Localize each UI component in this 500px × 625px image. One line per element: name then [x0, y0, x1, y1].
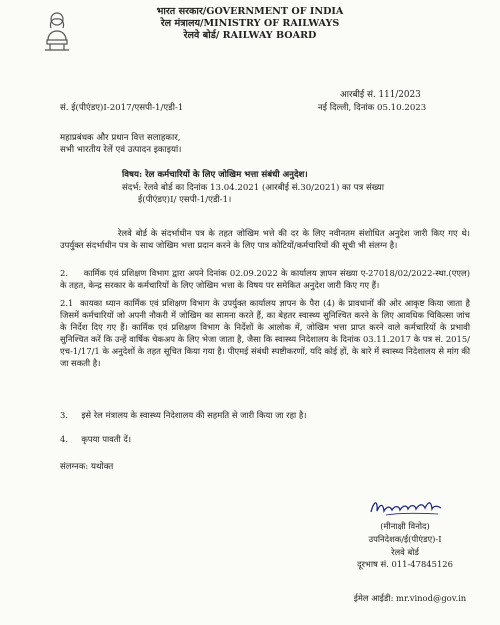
- reference-line-1: संदर्भ: रेलवे बोर्ड का दिनांक 13.04.2021 (आरबीई सं.30/2021) का पत्र संख्या: [122, 183, 384, 193]
- paragraph-1: रेलवे बोर्ड के संदर्भाधीन पत्र के तहत जोखिम भत्ते की दर के लिए नवीनतम संशोधित अनुदेश जारी किए गए थे। उपर्युक्त संदर्भाधीन पत्र के साथ जोखिम भत्ता प्रदान करने के लिए पात्र कोटियों/कर्मचारियों की सूची भी संलग्न है।: [60, 228, 470, 250]
- addressee-line-2: सभी भारतीय रेलें एवं उत्पादन इकाइयां।: [60, 145, 182, 155]
- reference-line-2: ई(पीएंडए)I/ एसपी-1/एडी-1।: [138, 195, 232, 205]
- paragraph-number: 2.: [60, 268, 68, 278]
- subject-line: विषय: रेल कर्मचारियों के लिए जोखिम भत्ता संबंधी अनुदेश।: [122, 170, 308, 180]
- letter-date: नई दिल्ली, दिनांक 05.10.2023: [318, 103, 427, 113]
- file-number: सं. ई(पीएंडए)I-2017/एसपी-1/एडी-1: [60, 103, 184, 113]
- signatory-office: रेलवे बोर्ड: [391, 546, 419, 557]
- paragraph-number: 3.: [60, 410, 68, 420]
- signatory-email: ईमेल आईडी: mr.vinod@gov.in: [353, 593, 467, 603]
- paragraph-2: 2. कार्मिक एवं प्रशिक्षण विभाग द्वारा अपने दिनांक 02.09.2022 के कार्यालय ज्ञापन संख्या ए-27018/02/2022-स्था.(एएल) के तहत, केन्द्र सरकार के कर्मचारियों के लिए जोखिम भत्ता के विषय पर समेकित अनुदेश जारी किए गए हैं।: [60, 268, 470, 290]
- letterhead-government: भारत सरकार/GOVERNMENT OF INDIA: [156, 6, 344, 17]
- signatory-name: (मीनाक्षी विनोद): [380, 521, 430, 531]
- handwritten-signature: [368, 496, 444, 518]
- letterhead-ministry: रेल मंत्रालय/MINISTRY OF RAILWAYS: [160, 17, 340, 29]
- signatory-designation: उपनिदेशक/ई(पीएंडए)-I: [368, 533, 442, 544]
- enclosure-note: संलग्नक: यथोक्त: [60, 462, 114, 472]
- addressee-line-1: महाप्रबंधक और प्रधान वित्त सलाहकार,: [60, 133, 181, 143]
- letterhead: [130, 6, 370, 42]
- signatory-block: [330, 520, 480, 571]
- paragraph-number: 4.: [60, 434, 68, 444]
- national-emblem-icon: [40, 10, 74, 54]
- paragraph-number: 2.1: [60, 298, 74, 308]
- paragraph-3: 3. इसे रेल मंत्रालय के स्वास्थ्य निदेशालय की सहमति से जारी किया जा रहा है।: [60, 410, 307, 420]
- paragraph-4: 4. कृपया पावती दें।: [60, 434, 131, 444]
- paragraph-2-1: 2.1 कायका ध्यान कार्मिक एवं प्रशिक्षण विभाग के उपर्युक्त कार्यालय ज्ञापन के पैरा (4) के प्रावधानों की ओर आकृष्ट किया जाता है जिसमें कर्मचारियों जो अपनी नौकरी में जोखिम का सामना करते हैं, का बेहतर स्वास्थ्य सुनिश्चित करने के लिए आवधिक चिकित्सा जांच के निर्देश दिए गए हैं। कार्मिक एवं प्रशिक्षण विभाग के निर्देशों के आलोक में, जोखिम भत्ता प्राप्त करने वाले कर्मचारियों के प्रभावी सुनिश्चित करें कि उन्हें वार्षिक चेकअप के लिए भेजा जाता है, जैसा कि स्वास्थ्य निदेशालय के दिनांक 03.11.2017 के पत्र सं. 2015/एच-1/17/1 के अनुदेशों के तहत सूचित किया गया है। पीएमई संबंधी स्पष्टीकरणों, यदि कोई हों, के बारे में स्वास्थ्य निदेशालय से मांग की जा सकती है।: [60, 298, 470, 368]
- order-reference: आरबीई सं. 111/2023: [340, 90, 421, 100]
- signatory-phone: दूरभाष सं. 011-47845126: [357, 559, 453, 570]
- letterhead-board: रेलवे बोर्ड/ RAILWAY BOARD: [183, 29, 317, 41]
